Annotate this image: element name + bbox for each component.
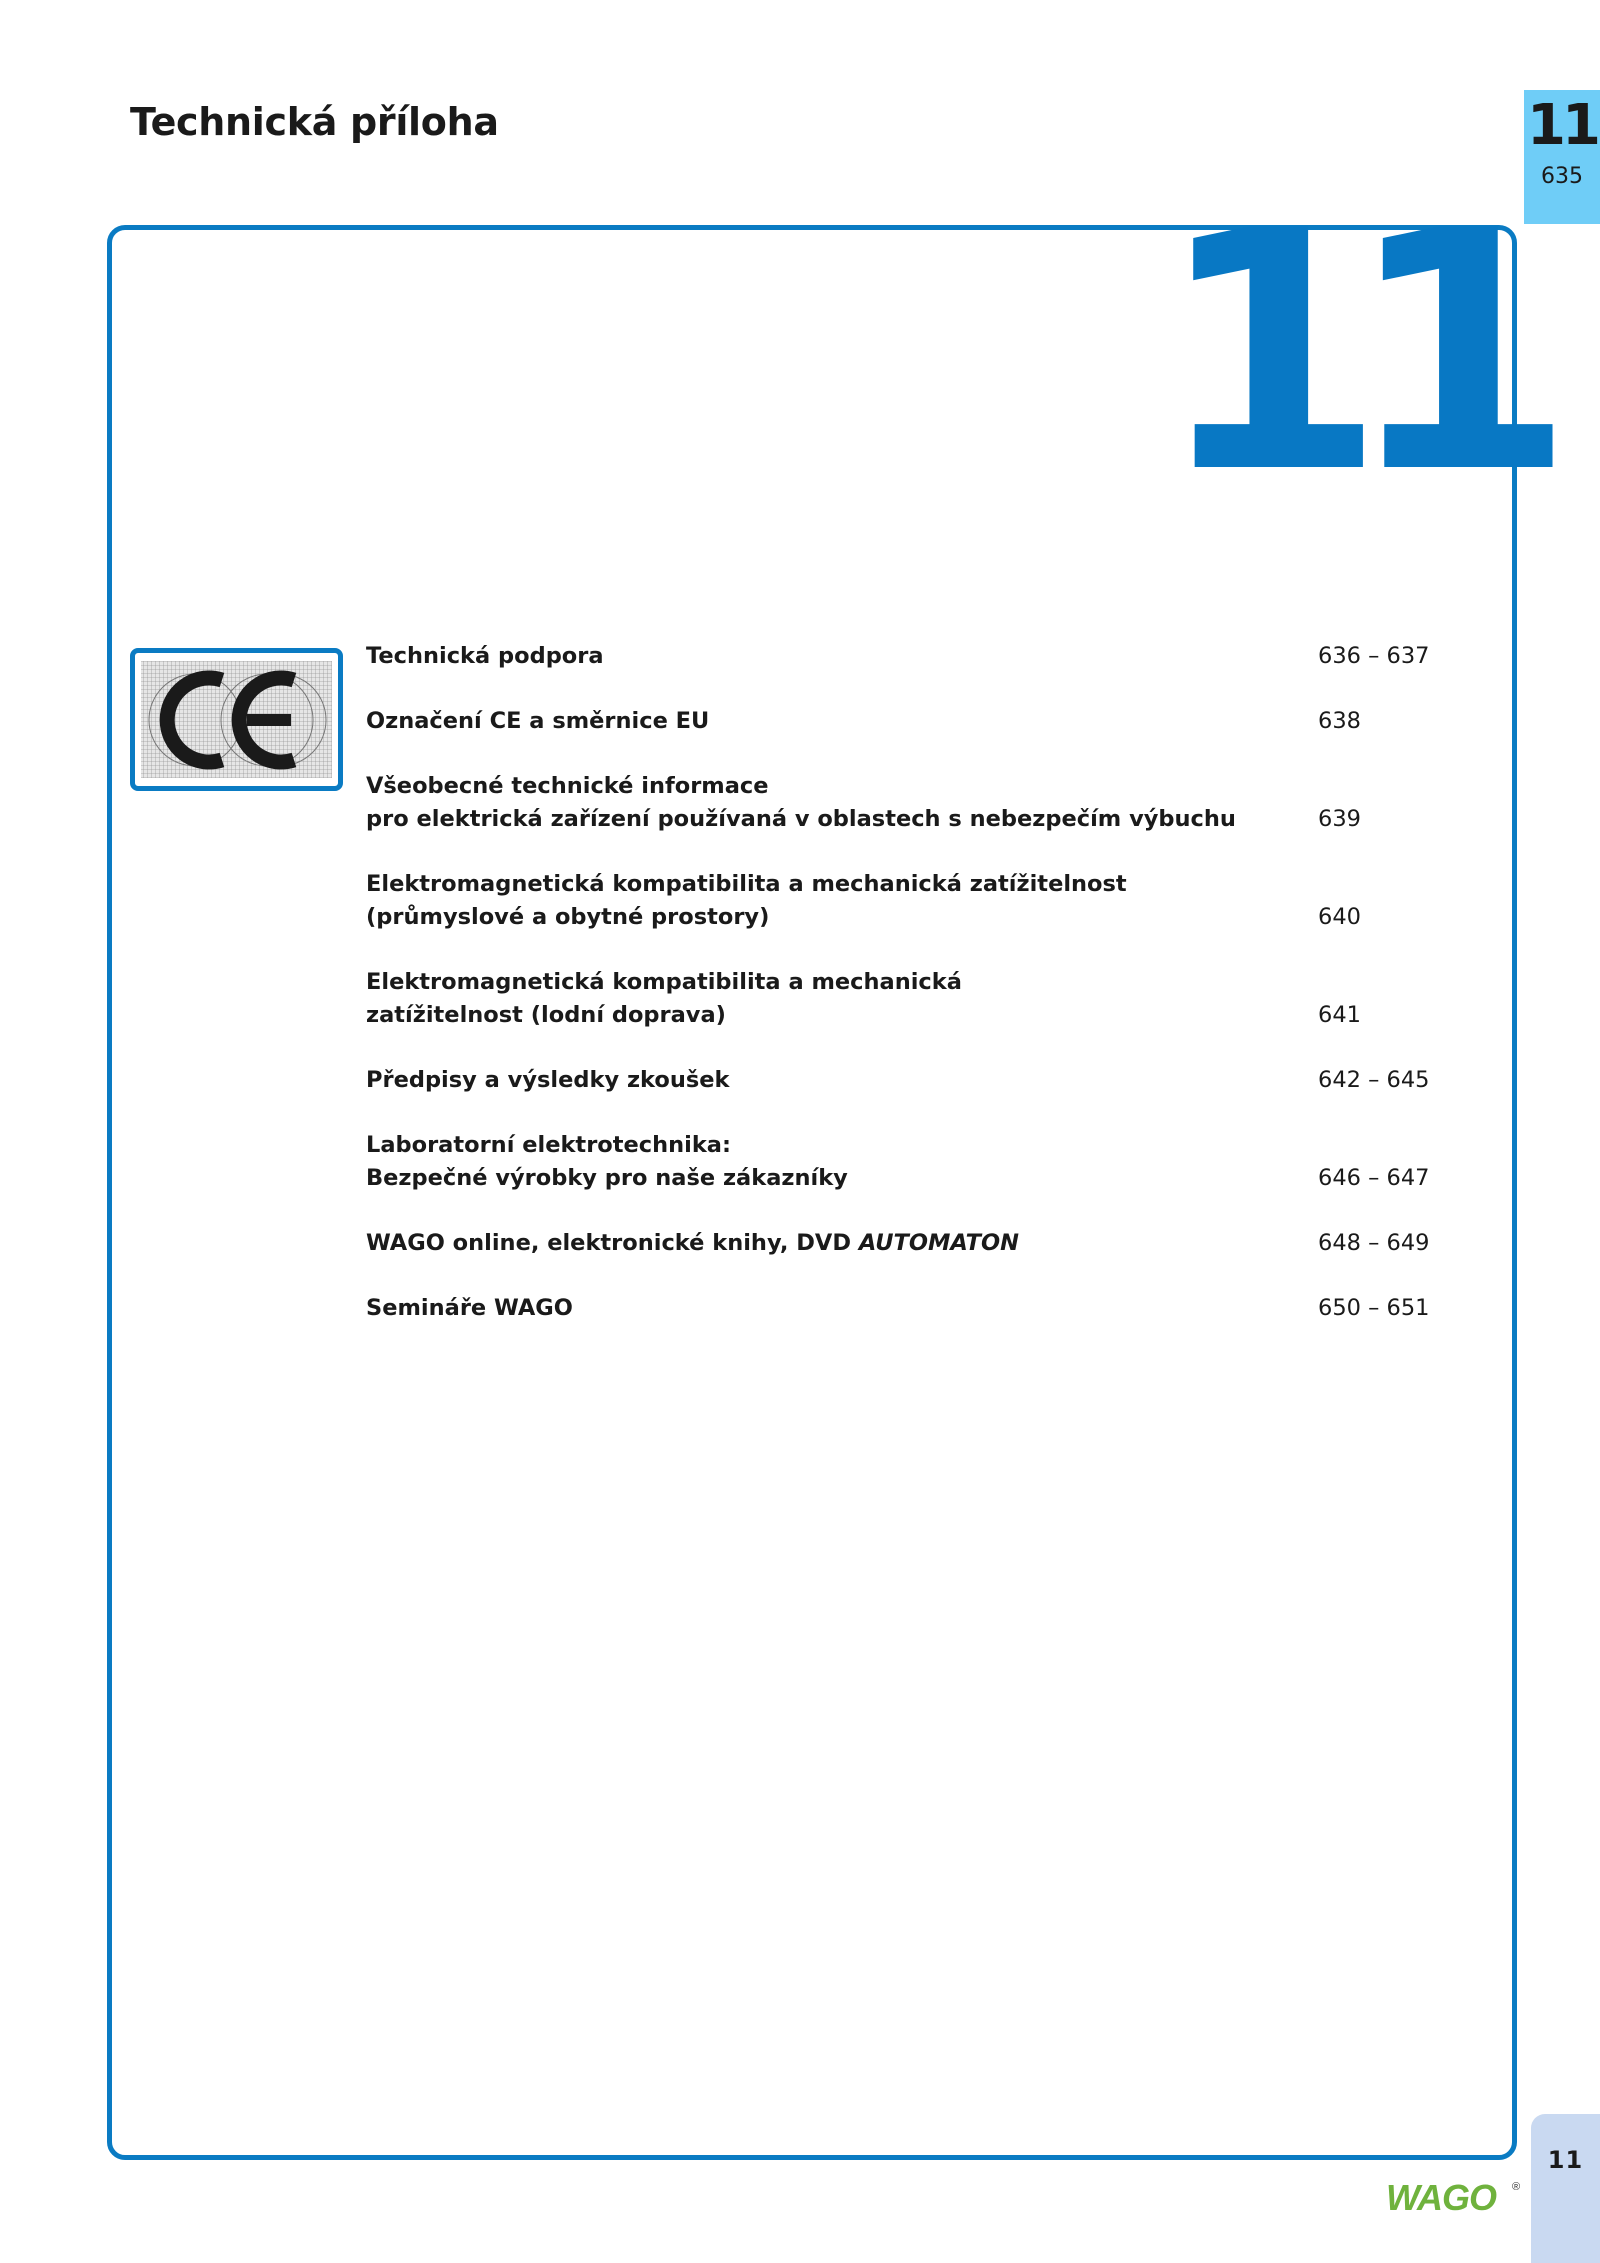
toc-item-wago-online[interactable] xyxy=(366,1227,1466,1260)
toc-item-pages: 646 – 647 xyxy=(1318,1165,1430,1191)
toc-item-label: Označení CE a směrnice EU xyxy=(366,708,710,734)
toc-item-regulations-tests[interactable] xyxy=(366,1064,1466,1097)
chapter-hero-number: 11 xyxy=(1156,161,1536,545)
toc-item-label: Technická podpora xyxy=(366,643,604,669)
toc-item-emc-marine[interactable] xyxy=(366,966,1466,1032)
chapter-tab-number: 11 xyxy=(1527,93,1597,158)
chapter-tab[interactable] xyxy=(1524,90,1600,224)
toc-item-label: Elektromagnetická kompatibilita a mechanická zatížitelnost (lodní doprava) xyxy=(366,969,962,1028)
toc-item-label: Semináře WAGO xyxy=(366,1295,573,1321)
toc-item-pages: 640 xyxy=(1318,904,1361,930)
toc-item-technical-support[interactable] xyxy=(366,640,1466,673)
toc-item-label: Všeobecné technické informace pro elektrická zařízení používaná v oblastech s nebezpečím výbuchu xyxy=(366,773,1236,832)
toc-item-pages: 650 – 651 xyxy=(1318,1295,1430,1321)
toc-item-seminars[interactable] xyxy=(366,1292,1466,1325)
toc-item-pages: 639 xyxy=(1318,806,1361,832)
toc-item-label: Elektromagnetická kompatibilita a mechanická zatížitelnost (průmyslové a obytné prostory) xyxy=(366,871,1127,930)
table-of-contents xyxy=(366,640,1466,1357)
toc-item-pages: 638 xyxy=(1318,708,1361,734)
footer-chapter-number: 11 xyxy=(1547,2146,1584,2174)
toc-item-laboratory[interactable] xyxy=(366,1129,1466,1195)
toc-item-emc-industrial[interactable] xyxy=(366,868,1466,934)
toc-item-label: Předpisy a výsledky zkoušek xyxy=(366,1067,730,1093)
toc-item-label: Laboratorní elektrotechnika: Bezpečné výrobky pro naše zákazníky xyxy=(366,1132,848,1191)
footer-chapter-tab[interactable] xyxy=(1531,2114,1600,2263)
toc-item-pages: 636 – 637 xyxy=(1318,643,1430,669)
toc-item-ce-marking[interactable] xyxy=(366,705,1466,738)
toc-item-ex-general-info[interactable] xyxy=(366,770,1466,836)
toc-item-pages: 641 xyxy=(1318,1002,1361,1028)
wago-logo xyxy=(1384,2176,1524,2218)
page-title: Technická příloha xyxy=(130,100,499,144)
svg-text:WAGO: WAGO xyxy=(1386,2177,1496,2218)
ce-mark-image xyxy=(130,648,343,791)
ce-mark-icon xyxy=(135,653,338,786)
toc-item-pages: 642 – 645 xyxy=(1318,1067,1430,1093)
toc-item-pages: 648 – 649 xyxy=(1318,1230,1430,1256)
page-number: 635 xyxy=(1541,164,1583,189)
svg-text:®: ® xyxy=(1512,2181,1521,2193)
toc-item-label: WAGO online, elektronické knihy, DVD AUTOMATON xyxy=(366,1230,1019,1256)
